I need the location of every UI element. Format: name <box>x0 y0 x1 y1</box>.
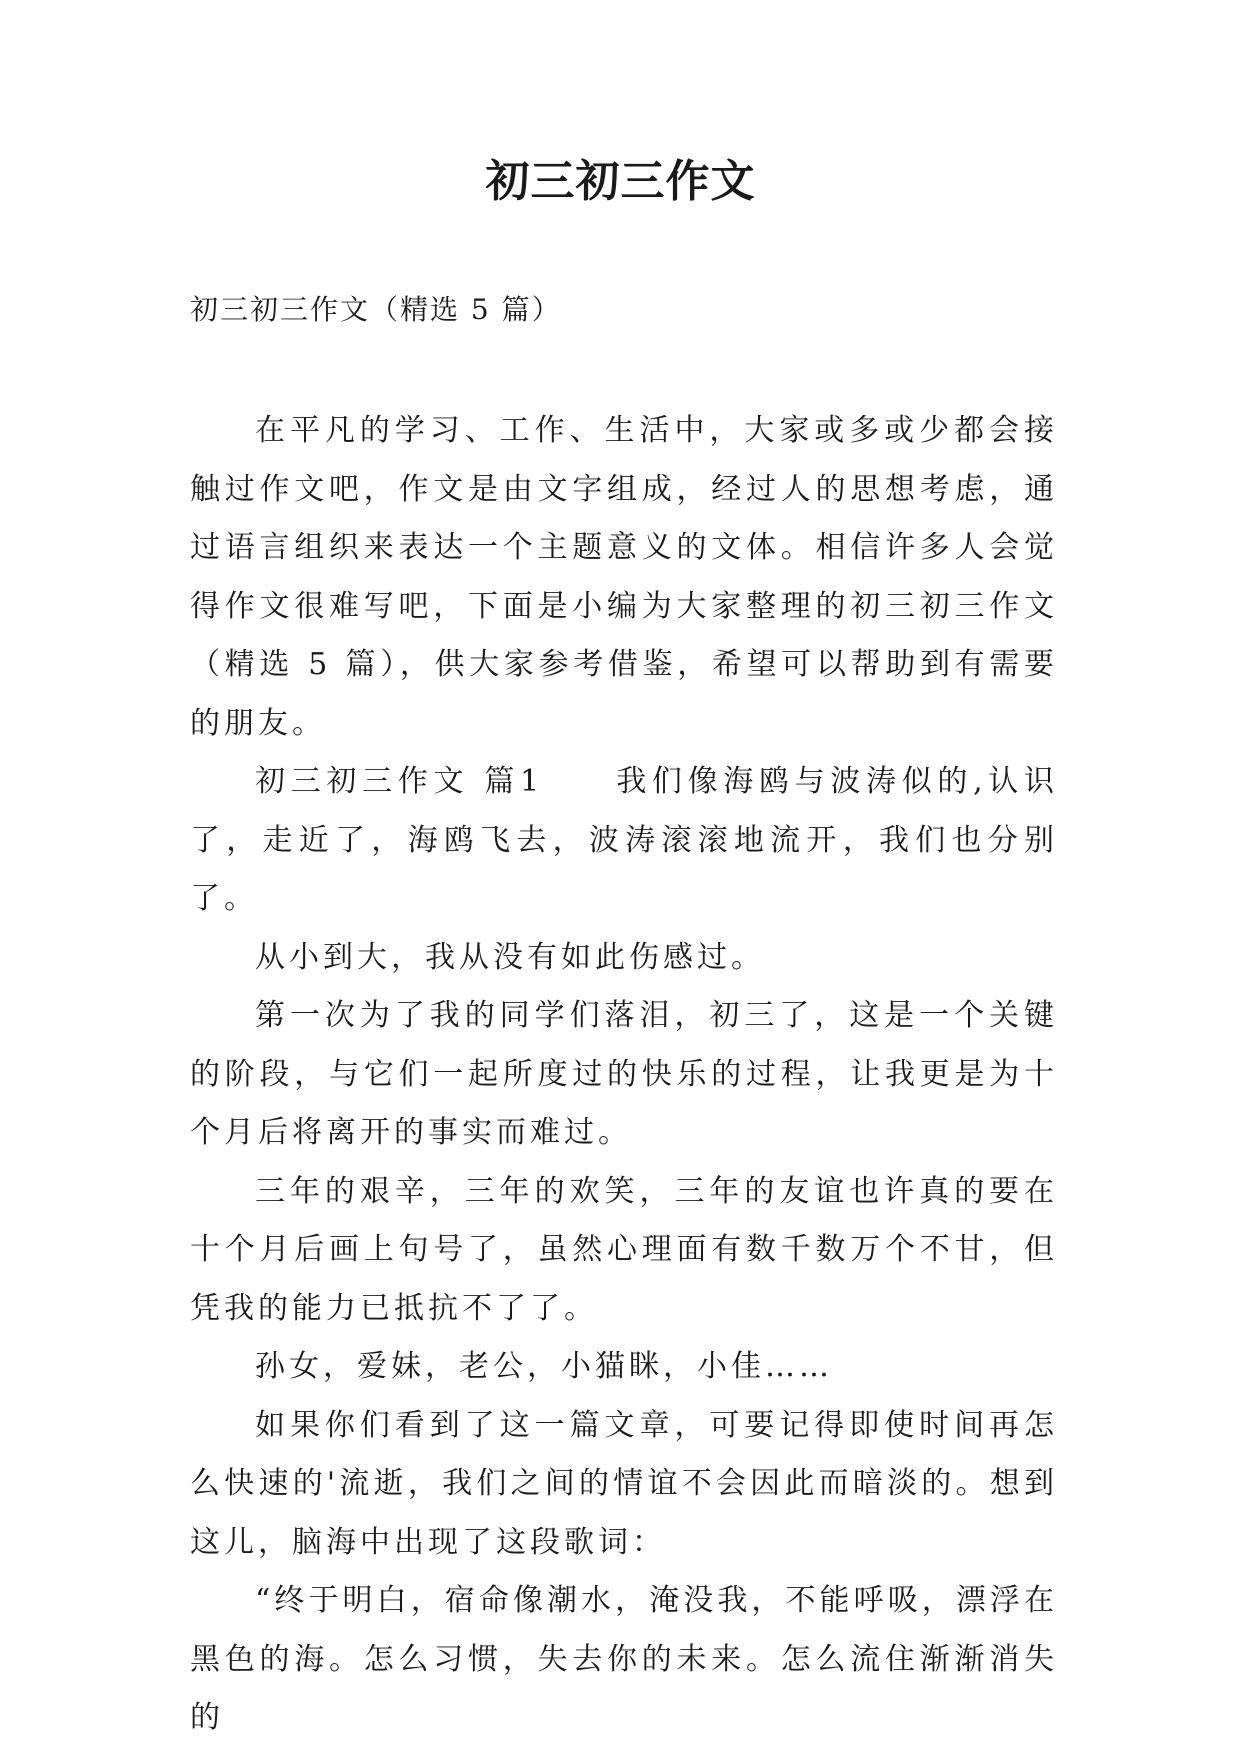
paragraph-essay-1-opening: 初三初三作文 篇1 我们像海鸥与波涛似的,认识了，走近了，海鸥飞去，波涛滚滚地流开，我们也分别了。 <box>190 764 1058 916</box>
paragraph: 孙女，爱妹，老公，小猫眯，小佳…… <box>255 1349 833 1384</box>
paragraph-intro: 在平凡的学习、工作、生活中，大家或多或少都会接触过作文吧，作文是由文字组成，经过人的思想考虑，通过语言组织来表达一个主题意义的文体。相信许多人会觉得作文很难写吧，下面是小编为大家整理的初三初三作文（精选 5 篇），供大家参考借鉴，希望可以帮助到有需要的朋友。 <box>190 413 1058 741</box>
document-body <box>190 402 1058 1748</box>
paragraph: 第一次为了我的同学们落泪，初三了，这是一个关键的阶段，与它们一起所度过的快乐的过程，让我更是为十个月后将离开的事实而难过。 <box>190 998 1058 1150</box>
document-title: 初三初三作文 <box>485 156 756 207</box>
paragraph: 如果你们看到了这一篇文章，可要记得即使时间再怎么快速的'流逝，我们之间的情谊不会因此而暗淡的。想到这儿，脑海中出现了这段歌词： <box>190 1407 1058 1560</box>
paragraph-lyrics: “终于明白，宿命像潮水，淹没我，不能呼吸，漂浮在黑色的海。怎么习惯，失去你的未来。怎么流住渐渐消失的 <box>190 1583 1058 1735</box>
paragraph: 三年的艰辛，三年的欢笑，三年的友谊也许真的要在十个月后画上句号了，虽然心理面有数千数万个不甘，但凭我的能力已抵抗不了了。 <box>190 1173 1058 1326</box>
paragraph: 从小到大，我从没有如此伤感过。 <box>255 939 765 975</box>
document-subtitle: 初三初三作文（精选 5 篇） <box>190 293 562 326</box>
